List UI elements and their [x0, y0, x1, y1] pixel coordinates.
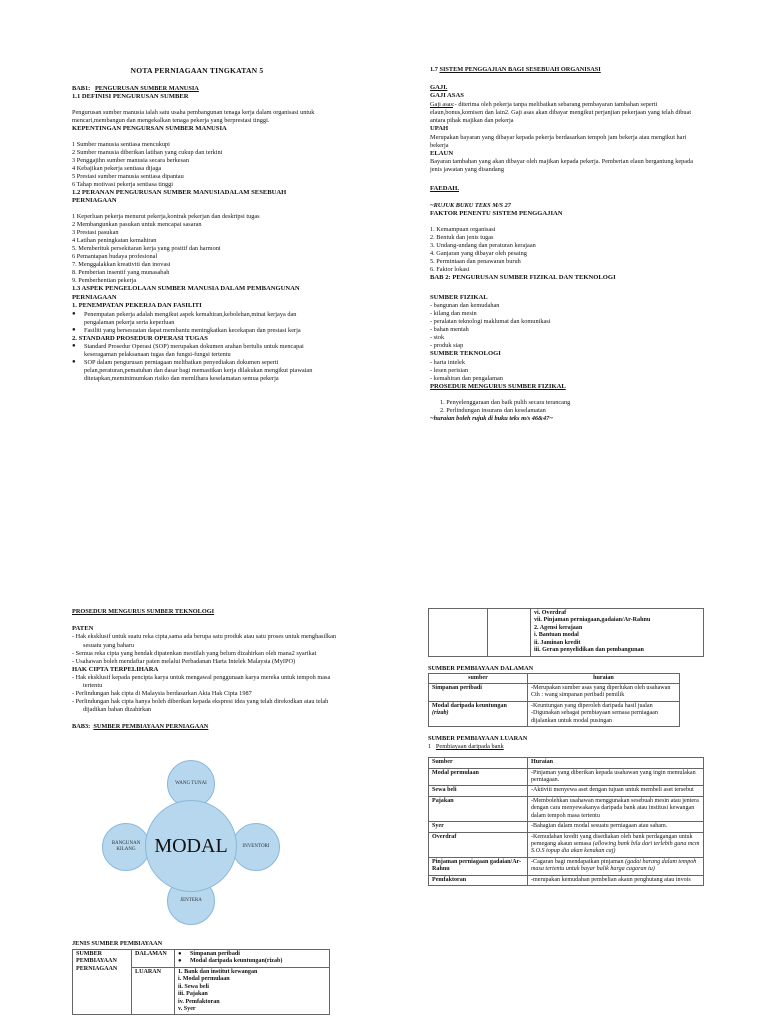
table-cell: Overdraf [429, 832, 528, 857]
elaun-text: Bayaran tambahan yang akan dibayar oleh majikan kepada pekerja. Pemberian elaun bergantung kepada jenis jawatan yang disandang [430, 158, 694, 174]
list-item: 2. Perlindungan insurans dan keselamatan [440, 406, 546, 414]
list-item: - kemahiran dan pengalaman [430, 375, 503, 383]
list-item: - stok [430, 334, 445, 342]
list-item: 8. Pemberian insentif yang munasabah [72, 269, 170, 277]
table-cell: -Keuntungan yang diperoleh daripada hasil jualan -Digunakan sebagai pembiayaan semasa perniagaan dijalankan untuk modal pusingan [528, 701, 680, 726]
section-1-1-text: Pengurusan sumber manusia ialah satu usaha pembangunan tenaga kerja dalam organisasi untuk mencari,membangun dan mengekalkan tenaga pekerja yang berprestasi tinggi. [72, 109, 315, 125]
section-1-7-heading: 1.7 SISTEM PENGGAJIAN BAGI SESEBUAH ORGANISASI [430, 66, 601, 73]
list-item: 6 Tahap motivasi pekerja sentiasa tinggi [72, 180, 174, 188]
table-row [429, 786, 704, 796]
page-2 [430, 66, 695, 423]
table-cell: Sewa beli [429, 786, 528, 796]
list-item: - Hak eksklusif untuk suatu reka cipta,sama ada berupa satu produk atau satu proses untuk menghasilkan sesuatu yang baharu [72, 633, 337, 649]
list-item: 2 Sumber manusia diberikan latihan yang cukup dan terkini [72, 148, 223, 156]
subsection-1-heading: 1. PENEMPATAN PEKERJA DAN FASILITI [72, 302, 202, 310]
chapter-3-heading: BAB3: SUMBER PEMBIAYAAN PERNIAGAAN [72, 723, 209, 731]
empty-cell [488, 609, 531, 657]
table-cell: -Membolehkan usahawan menggunakan sesebuah mesin atau jentera dengan cara menyewakanya daripada bank atau institusi kewangan dalam tempoh masa tertentu [528, 796, 704, 821]
table-row [429, 832, 704, 857]
list-item: vi. Overdraf [534, 610, 567, 616]
importance-list [72, 141, 322, 189]
list-item: 3 Penggajihn sumber manusia secara berkesan [72, 156, 189, 164]
list-item: 1. Kemampuan organisasi [430, 226, 496, 234]
table-cell: -Kemudahan kredit yang disediakan oleh bank perdagangan untuk pemegang akaun semasa (allowing bank bila dari terlebih guna mcm S.O.S topup dia akan kenakan caj) [528, 832, 704, 857]
jenis-dalaman-label: DALAMAN [132, 950, 175, 968]
table-cell: Pinjaman perniagaan gadaian/Ar-Rahnu [429, 857, 528, 875]
list-item: 4. Ganjaran yang dibayar oleh pesaing [430, 250, 527, 258]
gaji-heading: GAJI. [430, 84, 448, 92]
upah-heading: UPAH [430, 125, 449, 133]
list-item: i. Bantuan modal [534, 632, 579, 639]
fizikal-list [430, 302, 695, 350]
table-cell: Simpanan peribadi [429, 684, 528, 702]
list-item: ● Modal daripada keuntungan(rizab) [178, 958, 326, 965]
list-item: ● Fasiliti yang bersesuaian dapat membantu meningkatkan kecekapan dan prestasi kerja [72, 327, 322, 335]
dalaman-col-sumber: sumber [429, 673, 528, 683]
continued-cell [531, 609, 704, 657]
subsection-2-heading: 2. STANDARD PROSEDUR OPERASI TUGAS [72, 334, 208, 342]
chapter-2-heading: BAB 2: PENGURUSAN SUMBER FIZIKAL DAN TEKNOLOGI [430, 274, 616, 282]
list-item: ● Standard Prosedur Operasi (SOP) merupakan dokumen arahan bertulis untuk mencapai keseragaman pelaksanaan tugas dan fungsi-fungsi tertentu [72, 343, 322, 359]
dalaman-heading: SUMBER PEMBIAYAAN DALAMAN [428, 664, 534, 672]
roles-list [72, 213, 322, 285]
list-item: - produk siap [430, 342, 464, 350]
list-item: 3 Prestasi pasukan [72, 228, 119, 236]
jenis-table [72, 949, 330, 1015]
list-item: vii. Pinjaman perniagaan,gadaian/Ar-Rahnu [534, 617, 651, 624]
list-item: ii. Jaminan kredit [534, 639, 581, 646]
table-cell: Syer [429, 822, 528, 832]
modal-diagram [100, 760, 280, 925]
luaran-table [428, 757, 704, 886]
list-item: ● Simpanan peribadi [178, 951, 326, 958]
list-item: 6. Faktor lokasi [430, 266, 470, 274]
list-item: 1 Sumber manusia sentiasa mencukupi [72, 140, 170, 148]
table-cell: Pajakan [429, 796, 528, 821]
list-item: ii. Sewa beli [178, 983, 209, 990]
list-item: iii. Pajakan [178, 991, 208, 998]
list-item: 5. Memberituk persekitaran kerja yang positif dan harmoni [72, 245, 221, 253]
list-item: 3. Undang-undang dan peraturan kerajaan [430, 242, 536, 250]
jenis-section [72, 940, 332, 1015]
list-item: ● SOP dalam pengurusan perniagaan melibatkan penyediakan dokumen seperti pelan,peraturan,pematuhan dan dasar bagi memastikan kerja dilakukan mengikut piawaian ditetapkan,meminimumkan risiko dan memlihara keselamatan semua pekerja [72, 359, 322, 383]
gaji-asas-text: Gaji asas:- diterima oleh pekerja tanpa melibatkan sebarang pembayaran tambahan seperti elaun,bonus,komisen dan lain2. Gaji asas akan dibayar mengikut perjanjian pekerjaan yang telah dibuat antara pihak majikan dan pekerja [430, 100, 692, 125]
list-item: 9. Pemberhentian pekerja [72, 277, 137, 285]
jenis-luaran-cell [175, 967, 330, 1015]
fizikal-heading: SUMBER FIZIKAL [430, 293, 488, 301]
page-3 [72, 608, 337, 731]
hak-cipta-list [72, 674, 337, 714]
table-cell: Modal permulaan [429, 768, 528, 786]
jenis-dalaman-cell [175, 950, 330, 968]
chapter-1-heading: BAB1: PENGURUSAN SUMBER MANUSIA [72, 84, 199, 92]
table-row [429, 822, 704, 832]
list-item: 7. Menggalakkan kreativiti dan inovasi [72, 261, 171, 269]
list-item: 1 Keperluan pekerja menurut pekerja,kontrak pekerjan dan deskripsi tugas [72, 212, 260, 220]
section-1-1-heading: 1.1 DEFINISI PENGURUSAN SUMBER [72, 92, 189, 100]
prosedur-teknologi-heading: PROSEDUR MENGURUS SUMBER TEKNOLOGI [72, 608, 215, 615]
upah-text: Merupakan bayaran yang dibayar kepada pekerja berdasarkan tempoh jam bekerja atau mengikut hari bekerja [430, 133, 687, 149]
continued-table [428, 608, 704, 657]
table-cell: -merupakan kemudahan pembelian akaun penghutang atau invois [528, 875, 704, 885]
list-item: ● Penempatan pekerja adalah mengikut aspek kemahiran,kebolehan,minat kerjaya dan pengalaman pekerja serta keperluan [72, 311, 322, 327]
list-item: - peralatan teknologi maklumat dan komunikasi [430, 318, 551, 326]
list-item: - Perlindungan hak cipta di Malaysia berdasarkan Akta Hak Cipta 1987 [72, 690, 252, 698]
table-cell: -Pinjaman yang diberikan kepada usahawan yang ingin memulakan perniagaan. [528, 768, 704, 786]
diagram-center-modal: MODAL [145, 800, 237, 892]
list-item: i. Modal permulaan [178, 976, 230, 983]
hak-cipta-heading: HAK CIPTA TERPELIHARA [72, 665, 159, 673]
diagram-circle-right: INVENTORI [232, 823, 280, 871]
page-1 [72, 66, 322, 383]
table-row [429, 796, 704, 821]
teknologi-heading: SUMBER TEKNOLOGI [430, 350, 501, 358]
list-item: iii. Geran penyelidikan dan pembangunan [534, 647, 644, 654]
list-item: - bahan mentah [430, 326, 469, 334]
elaun-heading: ELAUN [430, 149, 454, 157]
luaran-col-huraian: Huraian [528, 758, 704, 768]
teknologi-list [430, 359, 695, 383]
page-4 [428, 608, 706, 886]
diagram-circle-bottom: JENTERA [167, 877, 215, 925]
list-item: 2. Agensi kerajaan [534, 624, 583, 631]
table-row [429, 875, 704, 885]
table-cell: -Bahagian dalam modal sesuatu perniagaan atau saham. [528, 822, 704, 832]
luaran-heading: SUMBER PEMBIAYAAN LUARAN [428, 735, 528, 743]
list-item: - bangunan dan kemudahan [430, 302, 500, 310]
table-row [429, 701, 680, 726]
luaran-col-sumber: Sumber [429, 758, 528, 768]
table-cell: -Aktiviti menyewa aset dengan tujuan untuk membeli aset tersebut [528, 786, 704, 796]
table-cell: Pemfaktoran [429, 875, 528, 885]
prosedur-note: ~huraian boleh rujuk di buku teks m/s 46&47~ [430, 414, 553, 422]
section-1-3-heading: 1.3 ASPEK PENGELOLAAN SUMBER MANUSIA DALAM PEMBANGUNAN PERNIAGAAN [72, 285, 300, 301]
empty-cell [429, 609, 488, 657]
list-item: - kilang dan mesin [430, 310, 477, 318]
list-item: 6 Pemantapan budaya profesional [72, 253, 158, 261]
diagram-circle-top: WANG TUNAI [167, 760, 215, 808]
document-title: NOTA PERNIAGAAN TINGKATAN 5 [130, 66, 264, 75]
list-item: - Semua reka cipta yang hendak dipatenkan mestilah yang belum dizahirkan oleh mana2 syarikat [72, 649, 317, 657]
table-row [429, 768, 704, 786]
list-item: 1. Bank dan institut kewangan [178, 968, 258, 975]
table-row [429, 684, 680, 702]
gaji-asas-heading: GAJI ASAS [430, 92, 464, 100]
jenis-luaran-label: LUARAN [132, 967, 175, 1015]
table-row [429, 857, 704, 875]
prosedur-fizikal-heading: PROSEDUR MENGURUS SUMBER FIZIKAL [430, 383, 566, 391]
faedah-heading: FAEDAH. [430, 185, 459, 193]
list-item: - lesen perisian [430, 366, 469, 374]
list-item: - Perlindungan hak cipta hanya boleh diberikan kepada ekspresi idea yang telah direkodkan atau telah dijadikan bahan dizahirkan [72, 698, 329, 714]
list-item: 5 Prestasi sumber manusia sentiasa dipantau [72, 172, 184, 180]
dalaman-col-huraian: huraian [528, 673, 680, 683]
table-cell: Modal daripada keuntungan (rizab) [429, 701, 528, 726]
list-item: iv. Pemfaktoran [178, 998, 220, 1005]
luaran-subheading: 1 Pembiayaan daripada bank [428, 743, 504, 751]
dalaman-table [428, 673, 680, 728]
faktor-list [430, 226, 695, 274]
subsection-2-list [72, 343, 322, 383]
importance-heading: KEPENTINGAN PENGURSAN SUMBER MANUSIA [72, 125, 227, 133]
list-item: - Usahawan boleh mendaftar paten melalui Perbadanan Harta Intelek Malaysia (MyIPO) [72, 657, 296, 665]
list-item: 1. Penyelenggaraan dan baik pulih secara terancang [440, 398, 571, 406]
list-item: - harta intelek [430, 358, 465, 366]
paten-list [72, 633, 337, 665]
list-item: v. Syer [178, 1006, 196, 1012]
faktor-heading: FAKTOR PENENTU SISTEM PENGGAJIAN [430, 209, 563, 217]
jenis-table-col1: SUMBER PEMBIAYAAN PERNIAGAAN [73, 950, 132, 1015]
section-1-2-heading: 1.2 PERANAN PENGURUSAN SUMBER MANUSIADALAM SESEBUAH PERNIAGAAN [72, 189, 287, 205]
list-item: 2. Bentuk dan jenis tugas [430, 234, 494, 242]
prosedur-fizikal-list [430, 399, 695, 415]
list-item: 5. Permintaan dan penawaran buruh [430, 258, 521, 266]
subsection-1-list [72, 311, 322, 335]
list-item: 4 Kebajikan pekerja sentiasa dijaga [72, 164, 162, 172]
diagram-circle-left: BANGUNAN KILANG [102, 823, 150, 871]
rujuk-note: ~RUJUK BUKU TEKS M/S 27 [430, 201, 511, 209]
list-item: 4 Latihan peningkatan kemahiran [72, 237, 157, 245]
list-item: - Hak eksklusif kepada pencipta karya untuk mengawal penggunaan karya mereka untuk tempoh masa tertentu [72, 674, 331, 690]
list-item: 2 Membangunkan pasukan untuk mencapai sasaran [72, 220, 202, 228]
jenis-heading: JENIS SUMBER PEMBIAYAAN [72, 940, 163, 947]
table-cell: -Merupakan sumber asas yang diperlukan oleh usahawan Cth : wang simpanan peribadi pemilik [528, 684, 680, 702]
paten-heading: PATEN [72, 625, 94, 633]
table-cell: -Cagaran bagi mendapatkan pinjaman (gadai barang dalam tempoh masa tertentu untuk bayar balik harga cagaran tu) [528, 857, 704, 875]
